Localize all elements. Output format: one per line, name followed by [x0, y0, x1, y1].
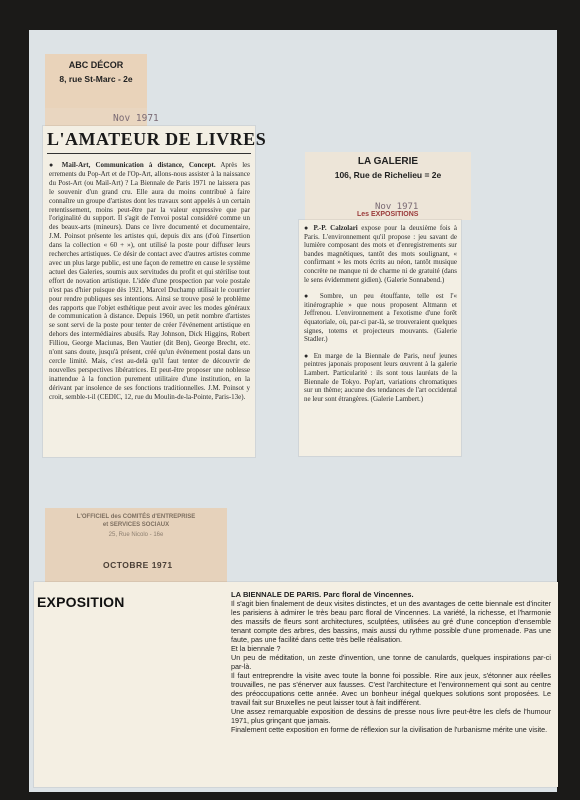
paragraph-6: Finalement cette exposition en forme de réflexion sur la civilisation de l'urbanisme mérite une visite. — [231, 725, 548, 734]
bullet-icon: ● — [304, 292, 320, 301]
paragraph-altmann: Sombre, un peu étouffante, telle est l'« itinérographie » que nous proposent Altmann et Jeffrenou. L'environnement a l'exotisme d'une forêt équatoriale, où, par-ci par-là, se trouveraient quelques signes, totems et projecteurs mouvants. (Galerie Stadler.) — [304, 292, 457, 344]
bullet-icon: ● — [304, 351, 314, 360]
article-body — [49, 161, 250, 401]
expositions-body — [304, 224, 457, 403]
bullet-icon: ● — [49, 161, 62, 169]
section-stamp: Les EXPOSITIONS — [357, 211, 419, 218]
article-title: LA BIENNALE DE PARIS. Parc floral de Vincennes. — [231, 590, 414, 599]
clipping-amateur-de-livres — [43, 126, 267, 457]
paragraph-2: Et la biennale ? — [231, 644, 281, 653]
paragraph-3: Un peu de méditation, un zeste d'invention, une tonne de canulards, quelques inspirations par-ci par-là. — [231, 653, 551, 671]
bullet-icon: ● — [304, 224, 314, 232]
paragraph-biennale: En marge de la Biennale de Paris, neuf jeunes peintres japonais proposent leurs œuvrent à la galerie Lambert. Particularité : ils sont tous lauréats de la Biennale de Tokyo. Pop'art, variations chromatiques sur un thème; aucune des tendances de l'art occidental ne leur sont étrangères. (Galerie Lambert.) — [304, 351, 457, 403]
date-handwritten: Nov 1971 — [113, 113, 159, 124]
source-address: 106, Rue de Richelieu = 2e — [334, 170, 442, 180]
exposition-body — [231, 590, 551, 734]
date-stamp-area — [45, 108, 159, 126]
source-name: LA GALERIE — [357, 156, 419, 167]
source-line-3: 25, Rue Nicolo - 16e — [108, 532, 164, 538]
paragraph-5: Une assez remarquable exposition de dessins de presse nous livre peut-être les clefs de l'humour 1971, plus grinçant que jamais. — [231, 707, 551, 725]
section-heading: EXPOSITION — [37, 594, 125, 610]
source-name: ABC DÉCOR — [68, 60, 124, 70]
headline-rule — [47, 153, 251, 154]
paragraph-1: Il s'agit bien finalement de deux visites distinctes, et un des avantages de cette biennale est d'inciter les parisiens à admirer le très beau parc floral de Vincennes. La variété, la richesse, et l'harmonie des massifs de fleurs sont architectures, sculptées, utilisées au gré d'une conception d'ensemble tenant compte des arbres, des bassins, mais aussi du rythme possible d'une promenade. Pas une faute, pas une facilité dans cette très belle réalisation. — [231, 599, 551, 644]
scrapbook-page — [29, 30, 557, 792]
paragraph-calzolari: expose pour la deuxième fois à Paris. L'environnement qu'il propose : jeu savant de lumière composant des mots et d'enregistrements sur bandes magnétiques, tantôt des mots soulignant, « confirmant » les mots écrits au néon, tantôt musique concrète ne manque ni de charme ni de gratuité (dans le sens évidemment gidien). (Galerie Sonnabend.) — [304, 224, 458, 284]
paragraph-4: Il faut entreprendre la visite avec toute la bonne foi possible. Rire aux jeux, s'étonner aux réelles trouvailles, ne pas s'énerver aux fausses. C'est l'architecture et l'environnement qui sont au centre des préoccupations cette année. Avec un bonheur inégal quelques solutions sont proposées. Le travail fait sur Bruxelles ne peut laisser tout à fait indifférent. — [231, 671, 551, 707]
source-label-la-galerie — [305, 152, 471, 220]
article-lead: Mail-Art, Communication à distance, Concept. — [61, 161, 216, 169]
date-stamp: OCTOBRE 1971 — [103, 560, 173, 570]
clipping-exposition — [34, 582, 558, 787]
date-handwritten: Nov 1971 — [375, 202, 419, 212]
headline: L'AMATEUR DE LIVRES — [47, 129, 267, 149]
source-label-abc-decor — [45, 54, 147, 108]
source-line-2: et SERVICES SOCIAUX — [102, 522, 170, 528]
source-label-officiel — [45, 508, 227, 582]
artist-name: P.-P. Calzolari — [313, 224, 358, 232]
clipping-les-expositions — [299, 220, 461, 456]
source-line-1: L'OFFICIEL des COMITÉS d'ENTREPRISE — [76, 514, 196, 520]
article-text: Après les errements du Pop-Art et de l'Op-Art, allons-nous assister à la naissance du Post-Art (ou Mail-Art) ? La Biennale de Paris 1971 ne laissera pas le souvenir d'un grand cru. Elle aura du moins contribué à faire connaître un groupe d'artistes dont les travaux sont appelés à un certain retentissement, moins peut-être par la valeur expressive que par l'originalité du support. Il s'agit de l'envoi postal considéré comme un des beaux-arts (mineurs). Dans ce livre documenté et documentaire, J.M. Poinsot présente les artistes qui, depuis dix ans (d'où l'insertion dans la collection « 60 + »), ont utilisé la poste pour diffuser leurs recherches artistiques. Ce désir de contact avec d'autres artistes comme avec un plus large public, est une façon de remettre en cause le système actuel des Galeries, soumis aux servitudes du profit et qui stérilise tout effort de novation artistique. L'idée d'une prospection par voie postale n'est pas d'hier puisque dès 1921, Marcel Duchamp utilisait le courrier pour rendre publiques ses intentions. Ainsi se trouve posé le problème des rapports que l'objet esthétique peut avoir avec les modes généraux de communication à distance. Depuis 1960, un petit nombre d'artistes se sont servi de la poste pour tenter de créer l'événement artistique en dehors des intermédiaires abusifs. Ray Johnson, Dick Higgins, Robert Filliou, George Maciunas, Ben Vautier (dit Ben), George Brecht, etc. n'ont sans doute, jusqu'à présent, créé qu'un événement postal dans un cercle limité. Mais, c'est au-delà qu'il faut tenter de découvrir de nouvelles perspectives libératrices. Et peut-être proposer une noblesse inattendue à la fonction purement utilitaire d'une institution, en la dérivant par insolence de ses fonctions traditionnelles. J.M. Poinsot y croit, semble-t-il (CEDIC, 12, rue du Moulin-de-la-Pointe, Paris-13e). — [49, 161, 250, 401]
source-address: 8, rue St-Marc - 2e — [59, 74, 133, 84]
